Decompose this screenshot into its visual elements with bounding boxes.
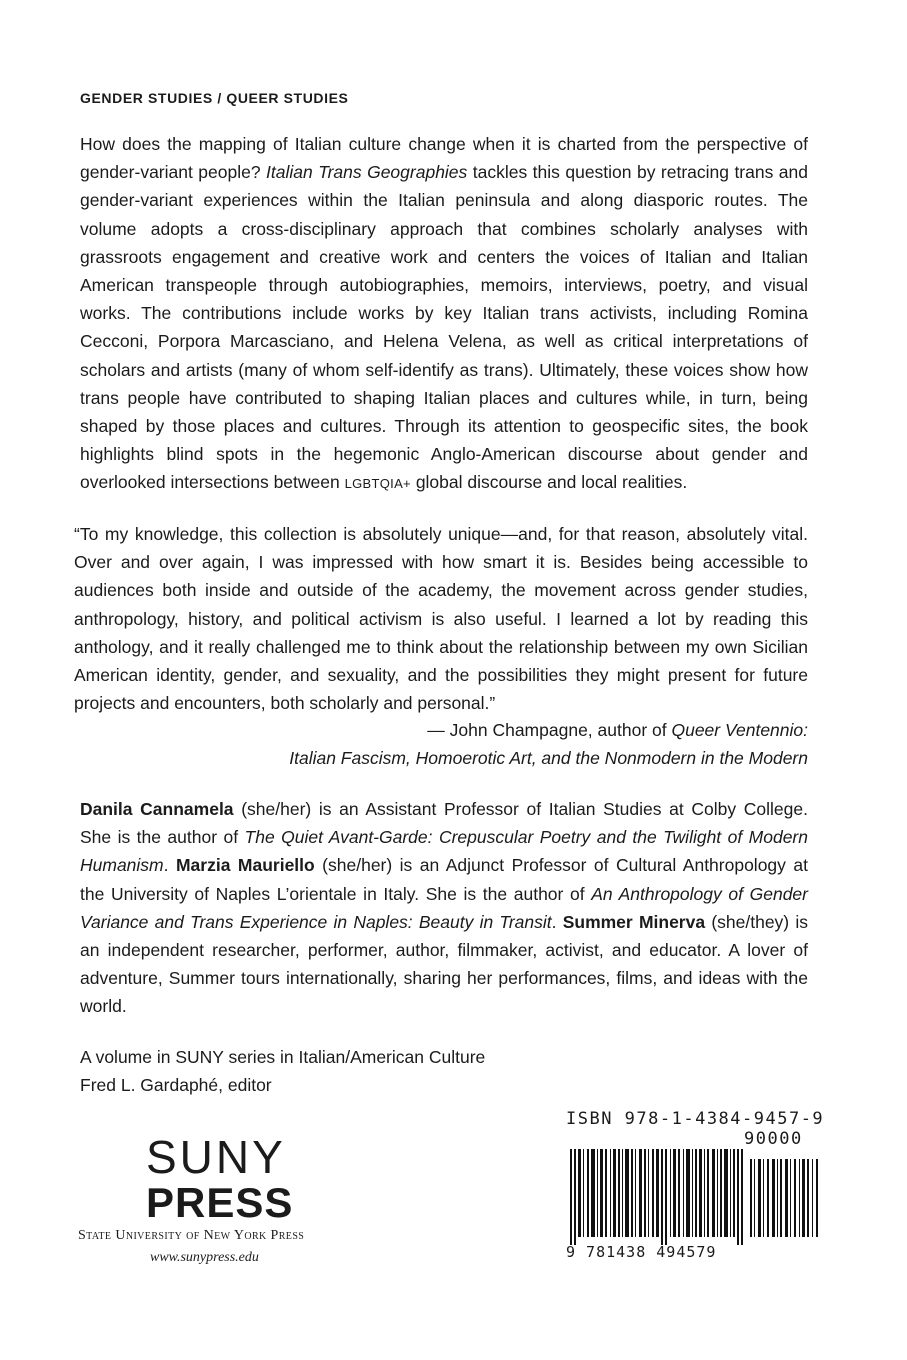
bio-text-2b: .: [551, 911, 563, 932]
barcode-digits: 9 781438 494579: [566, 1243, 717, 1261]
barcode-bars: [566, 1149, 824, 1245]
bio-book-1: The Quiet Avant-Garde: Crepuscular Poetry and the Twilight of Modern Humanism: [80, 827, 808, 876]
bio-name-3: Summer Minerva: [562, 911, 706, 932]
blurb-attribution: [188, 716, 808, 772]
blurb-quote: “To my knowledge, this collection is absolutely unique—and, for that reason, absolutely vital. Over and over again, I was impressed with how smart it is. Besides being accessible to audiences both inside and outside of the academy, the movement across gender studies, anthropology, history, and political activism is also useful. I learned a lot by reading this anthology, and it really challenged me to think about the relationship between my own Sicilian American identity, gender, and sexuality, and the possibilities they might present for future projects and encounters, both scholarly and personal.”: [74, 524, 808, 714]
logo-press: PRESS: [146, 1179, 294, 1226]
description-text-1: How does the mapping of Italian culture change when it is charted from the perspective of gender-variant people?: [80, 134, 808, 183]
isbn-label: ISBN 978-1-4384-9457-9: [566, 1109, 825, 1129]
logo-suny: SUNY: [146, 1131, 286, 1183]
series-editor: Fred L. Gardaphé, editor: [80, 1075, 272, 1096]
category-label: GENDER STUDIES / QUEER STUDIES: [80, 90, 349, 106]
bio-book-2: An Anthropology of Gender Variance and Trans Experience in Naples: Beauty in Transit: [80, 883, 808, 932]
barcode: [566, 1109, 824, 1259]
bio-text-2: (she/her) is an Adjunct Professor of Cultural Anthropology at the University of Naples L’orientale in Italy. She is the author of: [80, 855, 808, 904]
series-info: [80, 1043, 485, 1099]
bio-text-1: (she/her) is an Assistant Professor of Italian Studies at Colby College. She is the author of: [80, 799, 808, 848]
attribution-book-line1: Queer Ventennio:: [671, 720, 808, 740]
acronym: LGBTQIA+: [344, 476, 411, 492]
description-text-3: global discourse and local realities.: [410, 472, 688, 493]
publisher-url: www.sunypress.edu: [150, 1250, 259, 1265]
price-code: 90000: [744, 1129, 803, 1149]
author-bios: [80, 795, 808, 1021]
publisher-full-name: State University of New York Press: [78, 1228, 305, 1243]
description-text-2: tackles this question by retracing trans and gender-variant experiences within the Italian peninsula and along diasporic routes. The volume adopts a cross-disciplinary approach that combines scholarly analyses with grassroots engagement and creative work and centers the voices of Italian and Italian American transpeople through autobiographies, memoirs, interviews, poetry, and visual works. The contributions include works by key Italian trans activists, including Romina Cecconi, Porpora Marcasciano, and Helena Velena, as well as critical interpretations of scholars and artists (many of whom self-identify as trans). Ultimately, these voices show how trans people have contributed to shaping Italian places and cultures while, in turn, being shaped by those places and cultures. Through its attention to geospecific sites, the book highlights blind spots in the hegemonic Anglo-American discourse about gender and overlooked intersections between: [80, 162, 809, 493]
series-line: A volume in SUNY series in Italian/American Culture: [80, 1047, 486, 1067]
bio-name-1: Danila Cannamela: [80, 799, 234, 819]
attribution-book-line2: Italian Fascism, Homoerotic Art, and the Nonmodern in the Modern: [289, 748, 808, 769]
attribution-text: — John Champagne, author of: [427, 720, 672, 740]
bio-text-3: (she/they) is an independent researcher, performer, author, filmmaker, activist, and educator. A lover of adventure, Summer tours internationally, sharing her performances, films, and ideas with the world.: [80, 911, 808, 1017]
book-title: Italian Trans Geographies: [266, 162, 468, 183]
bio-text-1b: .: [163, 855, 176, 876]
description: [80, 130, 808, 499]
bio-name-2: Marzia Mauriello: [175, 855, 315, 876]
